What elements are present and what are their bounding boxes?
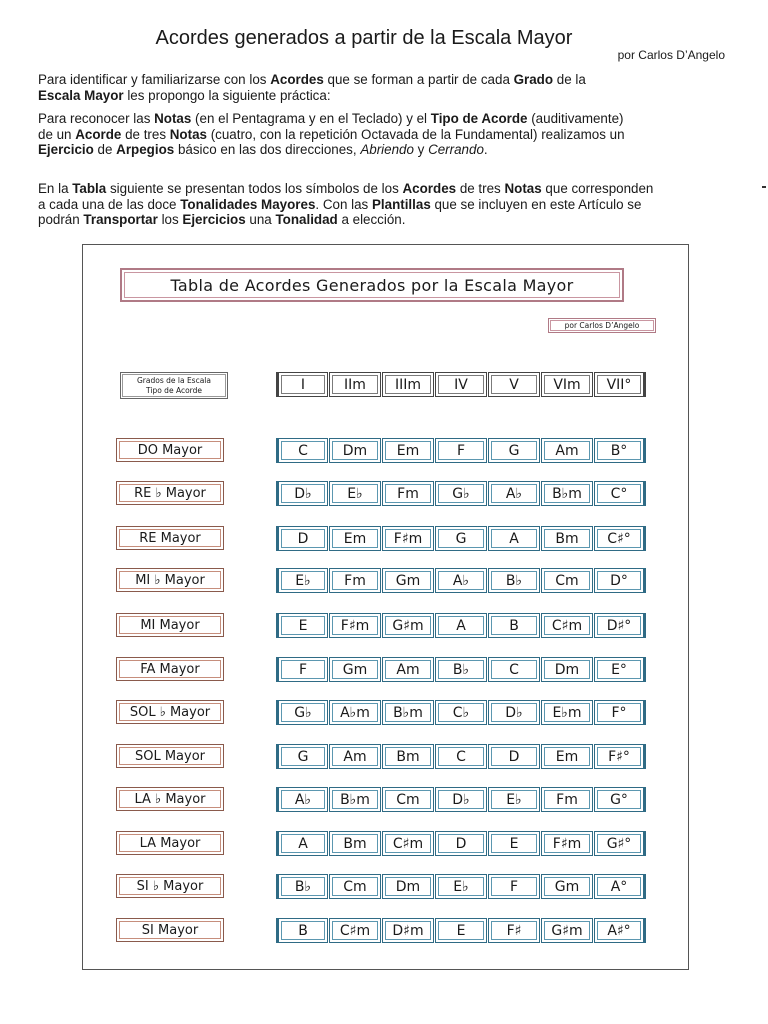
text-segment: .	[483, 142, 488, 157]
key-label: MI ♭ Mayor	[116, 568, 224, 592]
text-segment: Ejercicio	[38, 142, 94, 157]
text-segment: Arpegios	[116, 142, 175, 157]
chord-cell: Dm	[329, 438, 381, 463]
chord-cell: F♯°	[594, 744, 646, 769]
chord-cell: G♯°	[594, 831, 646, 856]
text-segment: Acordes	[270, 72, 324, 87]
chord-cell: E	[435, 918, 487, 943]
key-label: RE Mayor	[116, 526, 224, 550]
chord-cell: C	[435, 744, 487, 769]
text-segment: Tabla	[72, 181, 107, 196]
chord-cell: D	[488, 744, 540, 769]
table-author: por Carlos D’Angelo	[548, 318, 656, 333]
chord-row	[276, 613, 647, 638]
chord-cell: Gm	[329, 657, 381, 682]
chord-row	[276, 568, 647, 593]
text-segment: (cuatro, con la repetición Octavada de la Fundamental) realizamos un	[206, 126, 625, 142]
degree-header-cell: IIIm	[382, 372, 434, 397]
chord-cell: A♭m	[329, 700, 381, 725]
text-segment: Grado	[513, 72, 554, 87]
chord-cell: D	[276, 526, 328, 551]
text-segment: Acordes	[402, 181, 457, 196]
chord-row	[276, 874, 647, 899]
chord-cell: G	[488, 438, 540, 463]
chord-cell: Fm	[382, 481, 434, 506]
text-segment: Plantillas	[371, 196, 431, 212]
chord-cell: Bm	[382, 744, 434, 769]
text-segment: de tres	[456, 181, 505, 196]
chord-cell: G	[276, 744, 328, 769]
margin-mark	[762, 186, 766, 188]
key-label: SI Mayor	[116, 918, 224, 942]
document-author: por Carlos D’Angelo	[617, 48, 725, 62]
text-segment: podrán	[38, 212, 84, 227]
chord-cell: C♯m	[329, 918, 381, 943]
chord-row	[276, 481, 647, 506]
chord-row	[276, 700, 647, 725]
text-segment: de	[93, 142, 117, 157]
chord-cell: Dm	[382, 874, 434, 899]
key-label: LA Mayor	[116, 831, 224, 855]
text-segment: básico en las dos direcciones,	[174, 142, 361, 157]
chord-cell: A	[276, 831, 328, 856]
chord-cell: Em	[329, 526, 381, 551]
chord-cell: G	[435, 526, 487, 551]
text-segment: una	[245, 212, 276, 227]
chord-cell: F♯m	[541, 831, 593, 856]
chord-cell: E♭m	[541, 700, 593, 725]
header-legend	[120, 372, 228, 399]
chord-cell: Am	[541, 438, 593, 463]
key-label: FA Mayor	[116, 657, 224, 681]
chord-cell: A	[488, 526, 540, 551]
chord-cell: E♭	[276, 568, 328, 593]
chord-cell: B	[276, 918, 328, 943]
text-segment: Para reconocer las	[38, 111, 155, 126]
text-segment: Acorde	[75, 126, 122, 142]
text-segment: que se forman a partir de cada	[323, 72, 514, 87]
text-segment: los	[157, 212, 183, 227]
text-segment: Transportar	[83, 212, 158, 227]
chord-cell: A°	[594, 874, 646, 899]
chord-cell: D♯m	[382, 918, 434, 943]
intro-paragraph-1	[38, 72, 738, 103]
table-title: Tabla de Acordes Generados por la Escala Mayor	[120, 268, 624, 302]
text-segment: de un	[38, 126, 76, 142]
chord-row	[276, 744, 647, 769]
text-segment: siguiente se presentan todos los símbolos de los	[106, 181, 403, 196]
chord-cell: C°	[594, 481, 646, 506]
chord-row	[276, 787, 647, 812]
chord-cell: D♭	[435, 787, 487, 812]
chord-cell: C	[488, 657, 540, 682]
key-label: SOL Mayor	[116, 744, 224, 768]
chord-cell: G°	[594, 787, 646, 812]
chord-cell: E♭	[329, 481, 381, 506]
chord-cell: G♯m	[541, 918, 593, 943]
legend-line-grados: Grados de la Escala	[136, 375, 211, 385]
chord-cell: G♭	[435, 481, 487, 506]
key-label: SI ♭ Mayor	[116, 874, 224, 898]
text-segment: Tonalidad	[275, 212, 338, 227]
chord-cell: B♭m	[329, 787, 381, 812]
degree-header-row	[276, 372, 647, 397]
chord-row	[276, 526, 647, 551]
key-label: RE ♭ Mayor	[116, 481, 224, 505]
chord-cell: F	[435, 438, 487, 463]
chord-cell: F♯m	[382, 526, 434, 551]
chord-cell: A	[435, 613, 487, 638]
text-segment: Notas	[154, 111, 192, 126]
text-segment: de la	[553, 72, 586, 87]
chord-cell: B♭	[276, 874, 328, 899]
text-segment: de tres	[121, 126, 170, 142]
text-segment: Abriendo	[360, 142, 414, 157]
text-segment: que se incluyen en este Artículo se	[430, 196, 642, 212]
text-segment: Notas	[169, 126, 207, 142]
chord-cell: B°	[594, 438, 646, 463]
chord-cell: D♭	[488, 700, 540, 725]
chord-cell: G♭	[276, 700, 328, 725]
text-segment: (auditivamente)	[527, 111, 624, 126]
text-segment: (en el Pentagrama y en el Teclado) y el	[191, 111, 431, 126]
chord-cell: B♭	[488, 568, 540, 593]
chord-cell: E	[276, 613, 328, 638]
chord-cell: D♯°	[594, 613, 646, 638]
text-segment: Ejercicios	[182, 212, 246, 227]
chord-cell: Em	[541, 744, 593, 769]
intro-paragraph-3	[38, 181, 738, 228]
chord-cell: A♭	[435, 568, 487, 593]
chord-cell: C♯m	[541, 613, 593, 638]
chord-cell: Fm	[541, 787, 593, 812]
degree-header-cell: VIm	[541, 372, 593, 397]
chord-cell: Cm	[541, 568, 593, 593]
text-segment: Cerrando	[428, 142, 484, 157]
chord-cell: Dm	[541, 657, 593, 682]
text-segment: que corresponden	[541, 181, 654, 196]
text-segment: les propongo la siguiente práctica:	[123, 87, 331, 103]
chord-cell: D♭	[276, 481, 328, 506]
chord-cell: A♭	[276, 787, 328, 812]
degree-header-cell: IV	[435, 372, 487, 397]
chord-cell: B♭	[435, 657, 487, 682]
chord-cell: A♭	[488, 481, 540, 506]
chord-cell: G♯m	[382, 613, 434, 638]
chord-row	[276, 438, 647, 463]
chord-cell: E°	[594, 657, 646, 682]
chord-cell: F°	[594, 700, 646, 725]
degree-header-cell: I	[276, 372, 328, 397]
chord-cell: E	[488, 831, 540, 856]
legend-line-tipo: Tipo de Acorde	[146, 385, 202, 395]
text-segment: Tonalidades Mayores	[180, 196, 316, 212]
chord-row	[276, 831, 647, 856]
key-label: LA ♭ Mayor	[116, 787, 224, 811]
document-title: Acordes generados a partir de la Escala Mayor	[155, 27, 573, 49]
chord-cell: Fm	[329, 568, 381, 593]
chord-cell: E♭	[435, 874, 487, 899]
key-label: DO Mayor	[116, 438, 224, 462]
chord-cell: C♭	[435, 700, 487, 725]
chord-cell: C♯m	[382, 831, 434, 856]
degree-header-cell: VII°	[594, 372, 646, 397]
text-segment: a elección.	[337, 212, 406, 227]
chord-cell: B♭m	[541, 481, 593, 506]
text-segment: a cada una de las doce	[38, 196, 181, 212]
key-label: SOL ♭ Mayor	[116, 700, 224, 724]
text-segment: Notas	[504, 181, 542, 196]
chord-row	[276, 918, 647, 943]
chord-cell: A♯°	[594, 918, 646, 943]
chord-cell: D°	[594, 568, 646, 593]
chord-cell: F	[488, 874, 540, 899]
chord-cell: E♭	[488, 787, 540, 812]
chord-cell: B	[488, 613, 540, 638]
chord-cell: F♯	[488, 918, 540, 943]
text-segment: . Con las	[315, 196, 372, 212]
text-segment: Tipo de Acorde	[430, 111, 528, 126]
chord-cell: B♭m	[382, 700, 434, 725]
chord-cell: Bm	[329, 831, 381, 856]
chord-cell: Am	[382, 657, 434, 682]
text-segment: Escala Mayor	[38, 87, 124, 103]
degree-header-cell: V	[488, 372, 540, 397]
chord-cell: Em	[382, 438, 434, 463]
chord-cell: Bm	[541, 526, 593, 551]
text-segment: Para identificar y familiarizarse con los	[38, 72, 271, 87]
chord-cell: C	[276, 438, 328, 463]
degree-header-cell: IIm	[329, 372, 381, 397]
text-segment: En la	[38, 181, 73, 196]
chord-cell: Cm	[329, 874, 381, 899]
chord-row	[276, 657, 647, 682]
chord-table-frame	[82, 244, 689, 970]
chord-cell: C♯°	[594, 526, 646, 551]
key-label: MI Mayor	[116, 613, 224, 637]
chord-cell: Gm	[541, 874, 593, 899]
intro-paragraph-2	[38, 111, 738, 158]
chord-cell: F	[276, 657, 328, 682]
text-segment: y	[413, 142, 429, 157]
chord-cell: Cm	[382, 787, 434, 812]
chord-cell: Am	[329, 744, 381, 769]
chord-cell: D	[435, 831, 487, 856]
chord-cell: Gm	[382, 568, 434, 593]
chord-cell: F♯m	[329, 613, 381, 638]
